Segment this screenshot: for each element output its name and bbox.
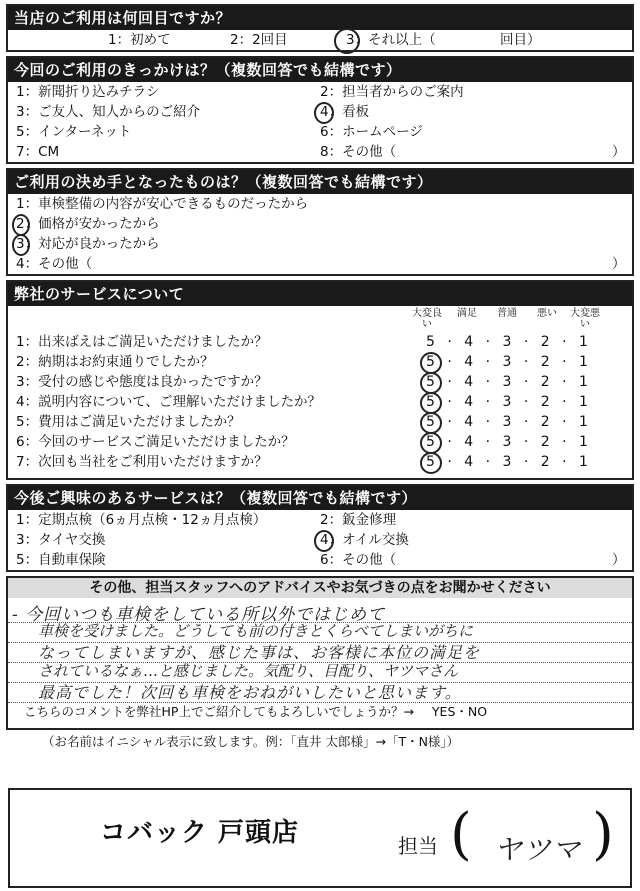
q4-item-row <box>8 372 632 392</box>
q4-rating-selection-mark <box>420 392 442 414</box>
q4-question: 6：今回のサービスご満足いただけましたか？ <box>16 434 295 450</box>
q4-rating-selection-mark <box>420 432 442 454</box>
q2-title: 今回のご利用のきっかけは？（複数回答でも結構です） <box>8 58 632 82</box>
q4-question: 4：説明内容について、ご理解いただけましたか？ <box>16 394 322 410</box>
scale-header-3: 普通 <box>497 308 517 319</box>
q4-question: 2：納期はお約束通りでしたか？ <box>16 354 214 370</box>
q4-rating-selection-mark <box>420 372 442 394</box>
staff-label: 担当 <box>398 834 438 858</box>
q1-option-1[interactable]: 1：初めて <box>108 32 171 48</box>
q3-selection-mark <box>12 234 30 256</box>
q4-rating-scale[interactable]: 5 · 4 · 3 · 2 · 1 <box>426 334 588 350</box>
q2-option[interactable]: 8：その他（ <box>320 144 397 160</box>
comment-handwriting-line: 車検を受けました。どうしても前の付きとくらべてしまいがちに <box>38 622 474 640</box>
q1-option-3[interactable]: 3：それ以上（ <box>346 32 436 48</box>
comment-handwriting-line: なってしまいますが、感じた事は、お客様に本位の満足を <box>38 643 481 662</box>
q2-selection-mark <box>314 102 334 124</box>
q4-rows <box>8 332 632 472</box>
q4-rating-scale[interactable]: 5 · 4 · 3 · 2 · 1 <box>426 394 588 410</box>
q4-rating-scale[interactable]: 5 · 4 · 3 · 2 · 1 <box>426 354 588 370</box>
q2-option[interactable]: 7：CM <box>16 144 60 160</box>
q2-option[interactable]: 4：看板 <box>320 104 370 120</box>
q5-selection-mark <box>314 530 334 552</box>
comment-title: その他、担当スタッフへのアドバイスやお気づきの点をお聞かせください <box>8 578 632 598</box>
comment-handwriting-line: - 今回いつも車検をしている所以外ではじめて <box>12 605 386 625</box>
q4-item-row <box>8 412 632 432</box>
q4-rating-selection-mark <box>420 452 442 474</box>
q4-rating-scale[interactable]: 5 · 4 · 3 · 2 · 1 <box>426 434 588 450</box>
q5-close-paren: ） <box>612 552 626 568</box>
q4-rating-selection-mark <box>420 412 442 434</box>
q4-scale-header <box>8 306 632 332</box>
q5-title: 今後ご興味のあるサービスは？（複数回答でも結構です） <box>8 486 632 510</box>
q4-item-row <box>8 452 632 472</box>
q4-question: 1：出来ばえはご満足いただけましたか？ <box>16 334 268 350</box>
scale-header-2: 悪い <box>537 308 557 319</box>
q4-rating-scale[interactable]: 5 · 4 · 3 · 2 · 1 <box>426 454 588 470</box>
footer-box: コバック 戸頭店 担当 ( ヤツマ ) <box>8 788 632 888</box>
q2-option[interactable]: 6：ホームページ <box>320 124 423 140</box>
q4-item-row <box>8 392 632 412</box>
q5-option[interactable]: 2：鈑金修理 <box>320 512 397 528</box>
q3-option[interactable]: 1：車検整備の内容が安心できるものだったから <box>16 196 309 212</box>
q4-title: 弊社のサービスについて <box>8 282 632 306</box>
q1-selection-mark <box>334 28 360 54</box>
comment-handwriting-line: されているなぁ…と感じました。気配り、目配り、ヤツマさん <box>38 662 459 680</box>
scale-header-1: 大変悪い <box>570 308 600 330</box>
q4-item-row <box>8 352 632 372</box>
hp-question: こちらのコメントを弊社HP上でご紹介してもよろしいでしょうか？→ YES・NO <box>24 704 488 719</box>
q5-option[interactable]: 4：オイル交換 <box>320 532 409 548</box>
q4-section <box>6 280 634 480</box>
hp-yes-no[interactable]: YES・NO <box>431 704 488 719</box>
q1-title: 当店のご利用は何回目ですか？ <box>8 6 632 30</box>
q3-title: ご利用の決め手となったものは？（複数回答でも結構です） <box>8 170 632 194</box>
survey-sheet <box>6 4 634 750</box>
q4-item-row <box>8 432 632 452</box>
q3-option[interactable]: 4：その他（ <box>16 256 93 272</box>
scale-header-5: 大変良い <box>412 308 442 330</box>
q2-close-paren: ） <box>612 144 626 160</box>
q2-option[interactable]: 2：担当者からのご案内 <box>320 84 464 100</box>
q4-rating-selection-mark <box>420 352 442 374</box>
q1-option-3-unit: 回目） <box>500 32 541 48</box>
initial-note: （お名前はイニシャル表示に致します。例：「直井 太郎様」→「T・N様」） <box>42 734 460 749</box>
q3-selection-mark <box>12 214 30 236</box>
comment-handwriting-line: 最高でした！次回も車検をおねがいしたいと思います。 <box>38 683 462 702</box>
q3-option[interactable]: 3：対応が良かったから <box>16 236 160 252</box>
q5-option[interactable]: 1：定期点検（6ヵ月点検・12ヵ月点検） <box>16 512 267 528</box>
shop-name: コバック 戸頭店 <box>100 818 300 848</box>
q2-section <box>6 56 634 164</box>
q5-option[interactable]: 5：自動車保険 <box>16 552 106 568</box>
q1-option-2[interactable]: 2：2回目 <box>230 32 288 48</box>
q5-option[interactable]: 3：タイヤ交換 <box>16 532 106 548</box>
q4-rating-scale[interactable]: 5 · 4 · 3 · 2 · 1 <box>426 414 588 430</box>
q4-question: 7：次回も当社をご利用いただけますか？ <box>16 454 268 470</box>
q4-rating-scale[interactable]: 5 · 4 · 3 · 2 · 1 <box>426 374 588 390</box>
staff-name: ヤツマ <box>494 833 582 866</box>
q2-option[interactable]: 5：インターネット <box>16 124 132 140</box>
q5-section <box>6 484 634 572</box>
q2-option[interactable]: 3：ご友人、知人からのご紹介 <box>16 104 201 120</box>
q4-question: 5：費用はご満足いただけましたか？ <box>16 414 241 430</box>
q3-option[interactable]: 2：価格が安かったから <box>16 216 160 232</box>
q3-close-paren: ） <box>612 256 626 272</box>
comment-section <box>6 576 634 730</box>
q4-question: 3：受付の感じや態度は良かったですか？ <box>16 374 268 390</box>
q4-item-row <box>8 332 632 352</box>
q3-section <box>6 168 634 276</box>
q2-option[interactable]: 1：新聞折り込みチラシ <box>16 84 160 100</box>
q5-option[interactable]: 6：その他（ <box>320 552 397 568</box>
q1-section <box>6 4 634 52</box>
scale-header-4: 満足 <box>457 308 477 319</box>
